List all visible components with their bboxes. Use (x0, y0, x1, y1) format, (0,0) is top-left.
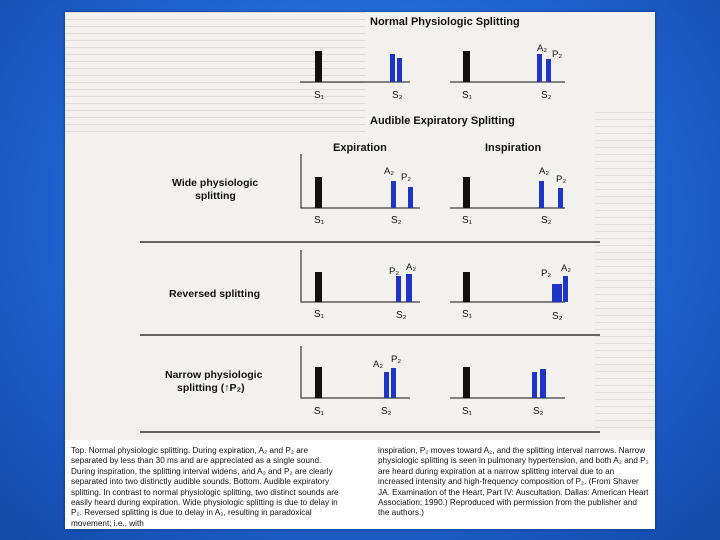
p2-bar (396, 276, 401, 302)
a2-bar (390, 54, 395, 82)
row-label-narrow-line2: splitting (↑P₂) (177, 382, 245, 394)
s1-bar (463, 367, 470, 398)
a2-label: A₂ (561, 263, 572, 274)
caption-column-right (378, 446, 650, 519)
s1-label: S₁ (462, 90, 473, 101)
caption-right-text: inspiration, P₂ moves toward A₂, and the splitting interval narrows. Narrow physiologic splitting is seen in pulmonary hypertension, and both A₂ and P₂ are heard during expiration at a narrow splitting interval due to an increased intensity and high-frequency composition of P₂. (From Shaver JA. Examination of the Heart, Part IV: Auscultation. Dallas: American Heart Association; 1990.) Reproduced with permission from the publisher and the authors.) (378, 446, 649, 518)
caption-column-left (71, 446, 343, 529)
s2-label: S₂ (381, 406, 392, 417)
s2-label: S₂ (541, 215, 552, 226)
p2-label: P₂ (391, 354, 402, 365)
s1-bar (315, 272, 322, 302)
title-normal-splitting: Normal Physiologic Splitting (370, 16, 520, 28)
a2-bar (539, 181, 544, 208)
a2-label: A₂ (406, 262, 417, 273)
p2-bar (391, 368, 396, 398)
a2-bar (391, 181, 396, 208)
p2-bar (558, 188, 563, 208)
s1-label: S₁ (314, 406, 325, 417)
s1-bar (463, 177, 470, 208)
textbook-page (65, 12, 655, 529)
p2-bar (540, 369, 546, 398)
s2-label: S₂ (391, 215, 402, 226)
s1-bar (463, 51, 470, 82)
row-label-wide-line2: splitting (195, 190, 236, 202)
p2-label: P₂ (401, 172, 412, 183)
s1-bar (315, 367, 322, 398)
s1-label: S₁ (462, 215, 473, 226)
caption-left-text: Top. Normal physiologic splitting. During expiration, A₂ and P₂ are separated by less than 30 ms and are appreciated as a single sound. During inspiration, the splitting interval widens, and A₂ and P₂ are clearly separated into two distinctly audible sounds. Bottom. Audible expiratory splitting. In contrast to normal physiologic splitting, two distinct sounds are easily heard during expiration. Wide physiologic splitting is due to delay in P₂. Reversed splitting is due to delay in A₂, resulting in paradoxical movement; i.e., with (71, 446, 339, 528)
p2-label: P₂ (541, 268, 552, 279)
a2-bar (384, 372, 389, 398)
s1-label: S₁ (462, 406, 473, 417)
p2-bar (408, 187, 413, 208)
a2-label: A₂ (539, 166, 550, 177)
p2-bar (552, 284, 562, 302)
a2-bar (532, 372, 537, 398)
figure-caption (65, 440, 655, 529)
narrow-expiration-panel (301, 346, 410, 417)
wide-expiration-panel (301, 154, 420, 226)
p2-label: P₂ (556, 174, 567, 185)
title-audible-splitting: Audible Expiratory Splitting (370, 115, 515, 127)
p2-label: P₂ (389, 266, 400, 277)
heading-expiration: Expiration (333, 142, 387, 154)
normal-inspiration-panel (450, 43, 565, 101)
a2-label: A₂ (384, 166, 395, 177)
s1-label: S₁ (314, 90, 325, 101)
p2-label: P₂ (552, 49, 563, 60)
s1-label: S₁ (462, 309, 473, 320)
s1-bar (463, 272, 470, 302)
s1-bar (315, 177, 322, 208)
reversed-expiration-panel (301, 250, 420, 321)
s1-label: S₁ (314, 309, 325, 320)
a2-label: A₂ (537, 43, 548, 54)
p2-bar (397, 58, 402, 82)
wide-inspiration-panel (450, 166, 566, 226)
splitting-diagram (65, 12, 655, 442)
s2-label: S₂ (392, 90, 403, 101)
a2-bar (563, 276, 568, 302)
row-label-reversed: Reversed splitting (169, 288, 261, 300)
s1-bar (315, 51, 322, 82)
reversed-inspiration-panel (450, 263, 571, 322)
a2-bar (406, 274, 412, 302)
s1-label: S₁ (314, 215, 325, 226)
row-label-wide-line1: Wide physiologic (172, 177, 259, 189)
s2-label: S₂ (396, 310, 407, 321)
s2-label: S₂ (541, 90, 552, 101)
p2-bar (546, 59, 551, 82)
s2-label: S₂ (533, 406, 544, 417)
normal-expiration-panel (300, 51, 410, 101)
heading-inspiration: Inspiration (485, 142, 542, 154)
a2-label: A₂ (373, 359, 384, 370)
row-label-narrow-line1: Narrow physiologic (165, 369, 263, 381)
narrow-inspiration-panel (450, 367, 565, 417)
a2-bar (537, 54, 542, 82)
s2-label: S₂ (552, 311, 563, 322)
